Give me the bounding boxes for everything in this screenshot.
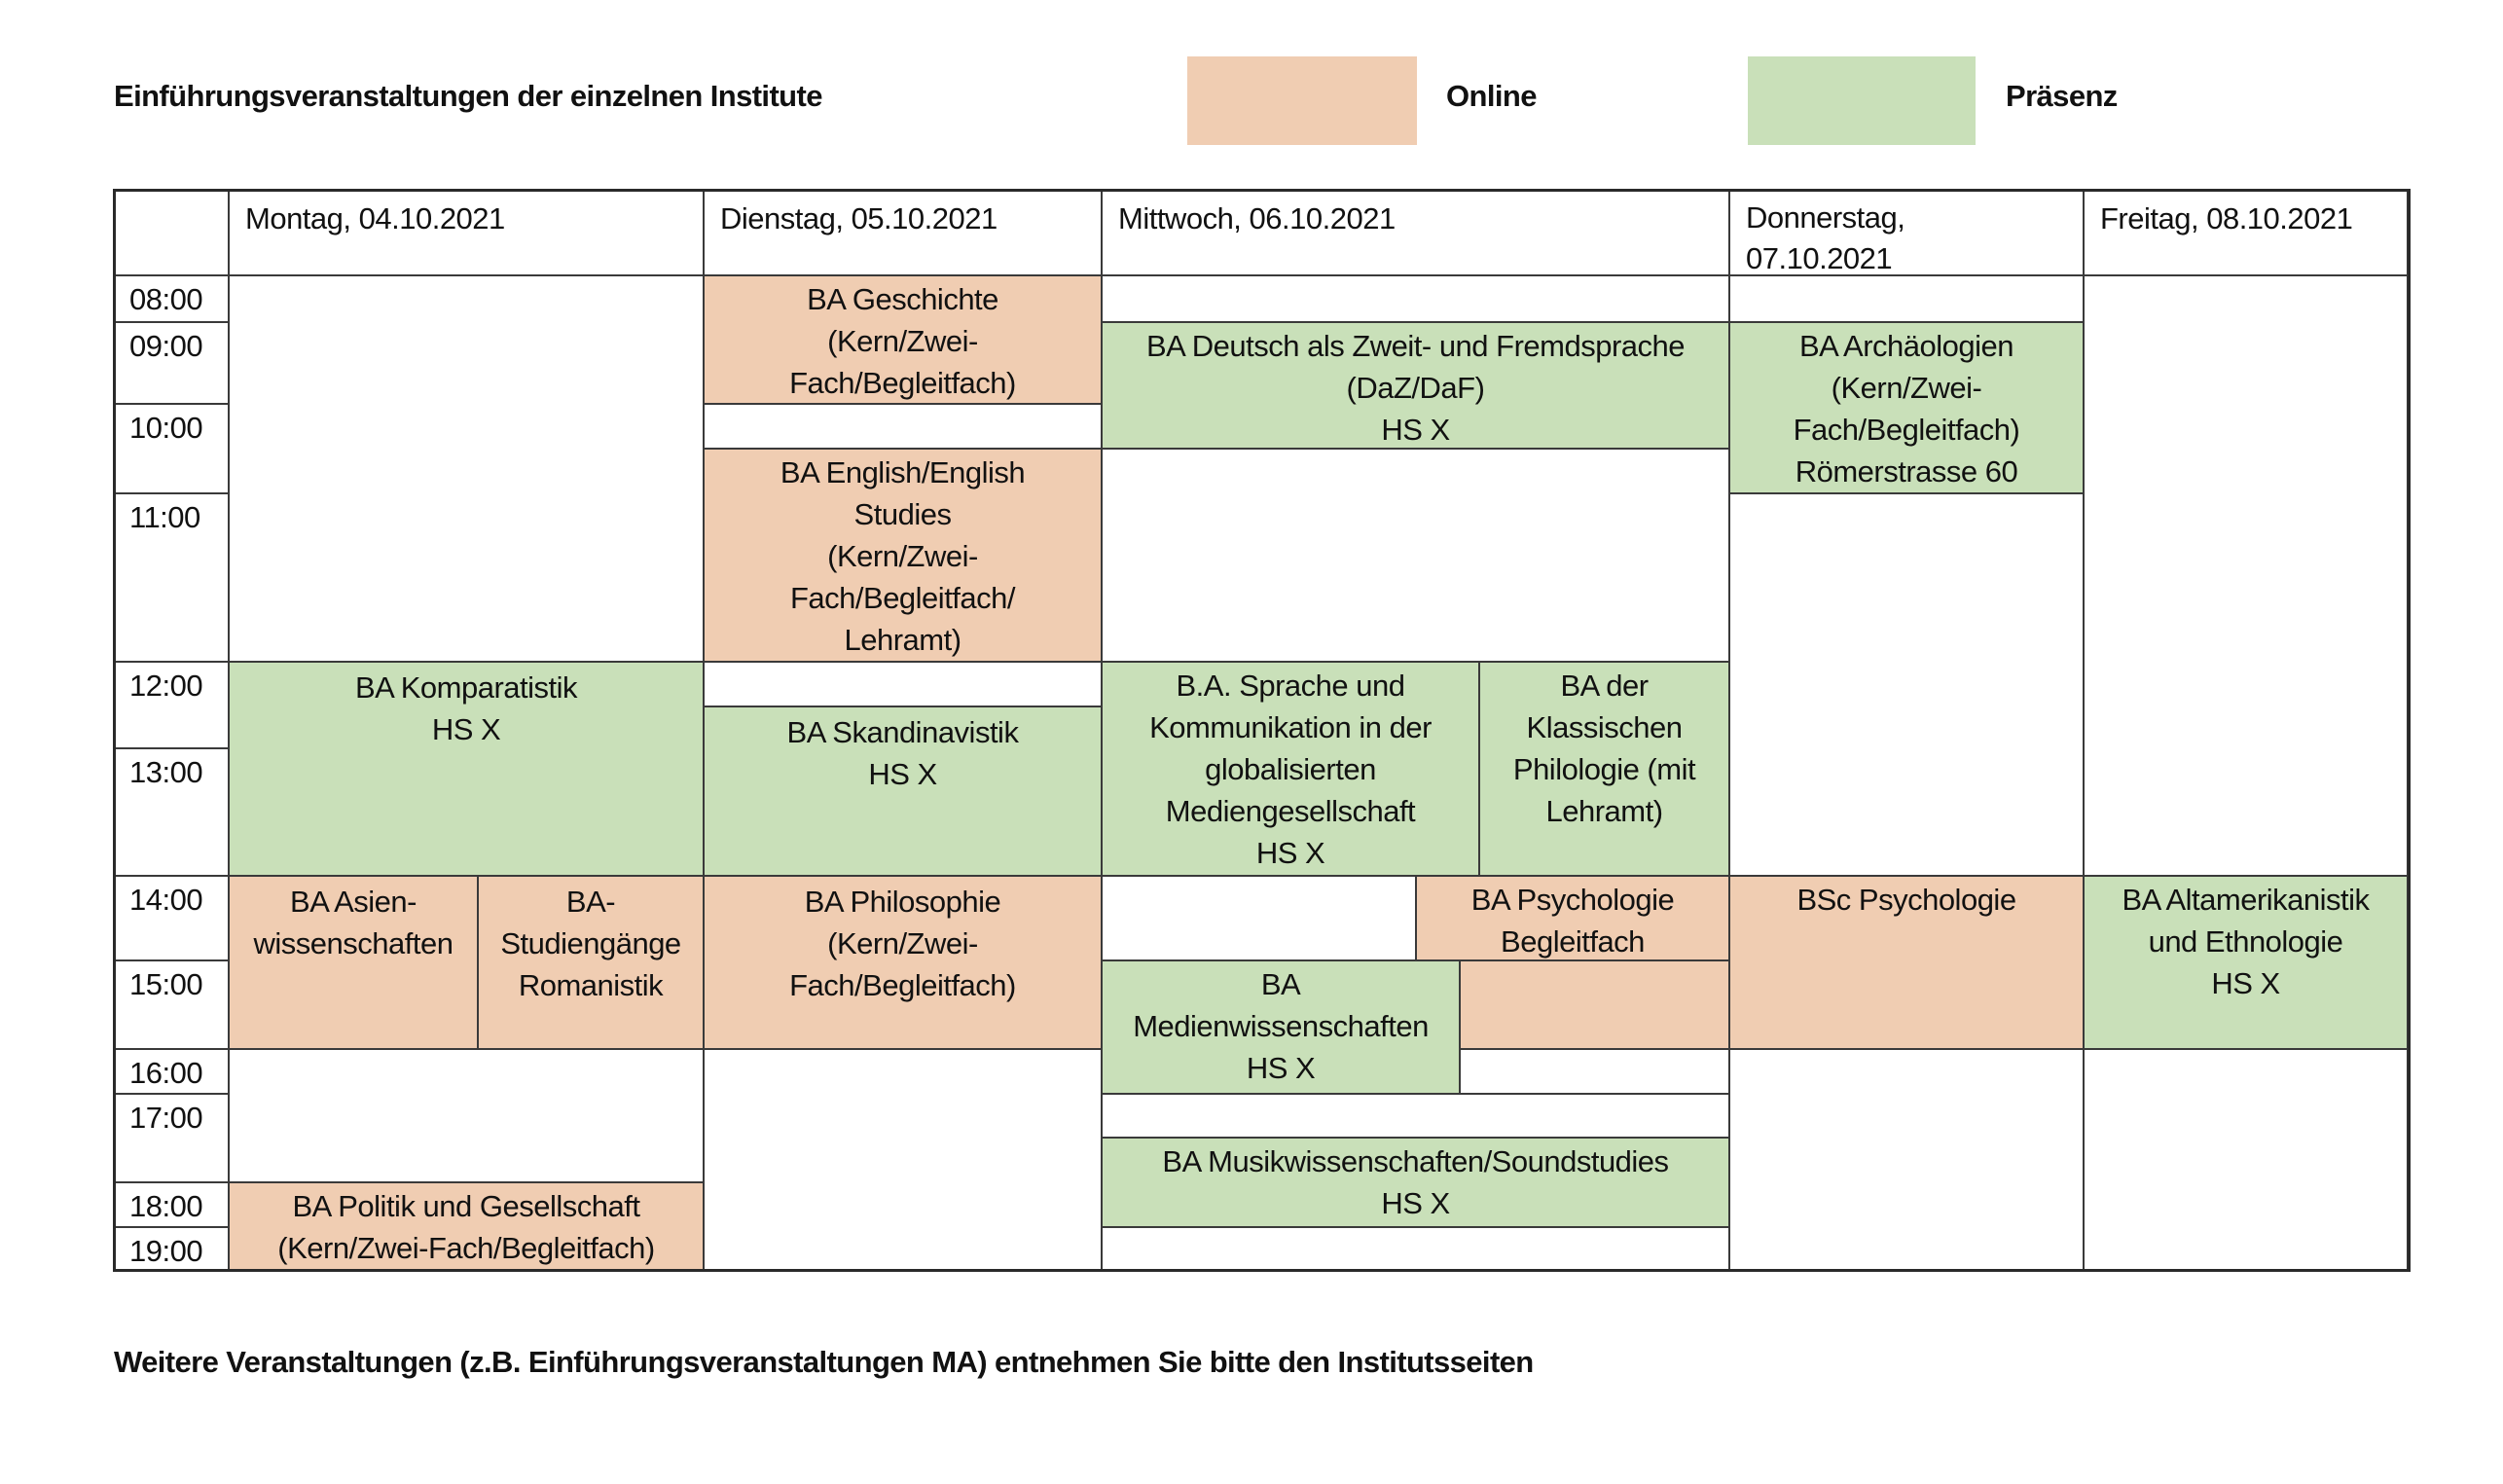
event-title: und Ethnologie xyxy=(2148,924,2343,959)
event-room: Römerstrasse 60 xyxy=(1795,454,2018,489)
time-label: 16:00 xyxy=(129,1056,203,1090)
event-title: BA Philosophie xyxy=(804,885,1001,919)
legend-online-label: Online xyxy=(1446,79,1537,113)
event-geschichte[interactable] xyxy=(703,274,1103,405)
event-title: Fach/Begleitfach) xyxy=(789,366,1016,400)
event-title: BA Politik und Gesellschaft xyxy=(292,1189,640,1223)
event-skandinavistik[interactable] xyxy=(703,706,1103,877)
event-room: HS X xyxy=(868,757,937,791)
event-title: (Kern/Zwei- xyxy=(1831,371,1982,405)
day-label: Montag, 04.10.2021 xyxy=(245,201,505,235)
event-title: BA English/English xyxy=(780,455,1026,489)
time-slot xyxy=(114,875,230,961)
event-title: Studies xyxy=(853,497,952,531)
event-medienwissenschaften[interactable] xyxy=(1101,959,1461,1095)
event-romanistik[interactable] xyxy=(477,875,705,1050)
event-asienwissenschaften[interactable] xyxy=(228,875,479,1050)
time-slot xyxy=(114,1226,230,1271)
empty-slot xyxy=(1101,274,1730,323)
event-title: Romanistik xyxy=(518,968,664,1002)
event-title: Fach/Begleitfach/ xyxy=(789,581,1016,615)
event-deutsch-daz-daf[interactable] xyxy=(1101,321,1730,450)
event-title: (DaZ/DaF) xyxy=(1346,371,1485,405)
time-label: 15:00 xyxy=(129,967,203,1001)
empty-slot xyxy=(1101,875,1417,961)
event-title: BA Geschichte xyxy=(807,282,998,316)
event-title: Lehramt) xyxy=(844,623,961,657)
empty-slot xyxy=(228,1048,705,1183)
event-title: Fach/Begleitfach) xyxy=(1793,413,2020,447)
time-slot xyxy=(114,747,230,877)
empty-slot xyxy=(703,403,1103,450)
event-musikwissenschaften[interactable] xyxy=(1101,1137,1730,1228)
empty-slot xyxy=(2083,1048,2409,1271)
empty-slot xyxy=(228,274,705,663)
event-title: BSc Psychologie xyxy=(1796,883,2016,917)
page-title: Einführungsveranstaltungen der einzelnen Institute xyxy=(114,79,822,113)
header-monday xyxy=(228,190,705,276)
event-politik-gesellschaft[interactable] xyxy=(228,1181,705,1271)
time-label: 18:00 xyxy=(129,1189,203,1223)
time-label: 17:00 xyxy=(129,1101,203,1135)
event-title: (Kern/Zwei- xyxy=(827,539,978,573)
empty-slot xyxy=(1728,492,2085,877)
event-title: wissenschaften xyxy=(253,926,453,960)
event-room: HS X xyxy=(1246,1051,1316,1085)
header-friday xyxy=(2083,190,2409,276)
event-title: BA Psychologie xyxy=(1470,883,1675,917)
event-room: HS X xyxy=(2211,966,2280,1000)
time-slot xyxy=(114,403,230,494)
time-label: 13:00 xyxy=(129,755,203,789)
time-slot xyxy=(114,1048,230,1095)
time-slot xyxy=(114,661,230,749)
event-komparatistik[interactable] xyxy=(228,661,705,877)
day-label-line2: 07.10.2021 xyxy=(1746,241,1893,275)
event-title: BA der xyxy=(1560,669,1649,703)
event-title: (Kern/Zwei- xyxy=(827,926,978,960)
event-title: B.A. Sprache und xyxy=(1176,669,1405,703)
time-label: 19:00 xyxy=(129,1234,203,1268)
event-english-studies[interactable] xyxy=(703,448,1103,663)
time-slot xyxy=(114,492,230,663)
time-label: 10:00 xyxy=(129,411,203,445)
event-archaeologien[interactable] xyxy=(1728,321,2085,494)
day-label: Freitag, 08.10.2021 xyxy=(2100,201,2353,235)
empty-slot xyxy=(2083,274,2409,877)
event-title: Studiengänge xyxy=(500,926,681,960)
header-tuesday xyxy=(703,190,1103,276)
event-title: globalisierten xyxy=(1205,752,1376,786)
event-altamerikanistik[interactable] xyxy=(2083,875,2409,1050)
event-title: Philologie (mit xyxy=(1512,752,1696,786)
time-label: 08:00 xyxy=(129,282,203,316)
time-label: 12:00 xyxy=(129,669,203,703)
event-room: HS X xyxy=(1381,413,1450,447)
time-label: 09:00 xyxy=(129,329,203,363)
day-label: Mittwoch, 06.10.2021 xyxy=(1118,201,1396,235)
header-corner xyxy=(114,190,230,276)
event-sprache-kommunikation[interactable] xyxy=(1101,661,1480,877)
event-title: (Kern/Zwei-Fach/Begleitfach) xyxy=(277,1231,655,1265)
event-title: Kommunikation in der xyxy=(1149,710,1432,744)
time-slot xyxy=(114,274,230,323)
empty-slot xyxy=(1101,448,1730,663)
time-slot xyxy=(114,321,230,405)
empty-slot xyxy=(1728,274,2085,323)
footer-note: Weitere Veranstaltungen (z.B. Einführungsveranstaltungen MA) entnehmen Sie bitte den Institutsseiten xyxy=(114,1345,1534,1379)
event-title: BA Musikwissenschaften/Soundstudies xyxy=(1162,1144,1669,1178)
empty-slot xyxy=(1459,1048,1730,1095)
empty-slot xyxy=(1728,1048,2085,1271)
event-title: Mediengesellschaft xyxy=(1165,794,1416,828)
event-title: BA- xyxy=(565,885,616,919)
day-label: Dienstag, 05.10.2021 xyxy=(720,201,998,235)
legend-praesenz-label: Präsenz xyxy=(2006,79,2118,113)
event-klassische-philologie[interactable] xyxy=(1478,661,1730,877)
event-title: BA Asien- xyxy=(290,885,417,919)
event-room: HS X xyxy=(1255,836,1325,870)
event-title: (Kern/Zwei- xyxy=(827,324,978,358)
empty-slot xyxy=(703,1048,1103,1271)
event-title: BA Altamerikanistik xyxy=(2122,883,2370,917)
event-title: Fach/Begleitfach) xyxy=(789,968,1016,1002)
event-title: Medienwissenschaften xyxy=(1133,1009,1429,1043)
legend-online-swatch xyxy=(1187,56,1417,145)
event-title: BA xyxy=(1260,967,1301,1001)
time-slot xyxy=(114,959,230,1050)
empty-slot xyxy=(1101,1226,1730,1271)
event-title: Begleitfach xyxy=(1501,924,1645,959)
empty-slot xyxy=(703,661,1103,707)
time-label: 11:00 xyxy=(129,500,200,534)
event-psychologie-ba[interactable] xyxy=(1415,875,1730,961)
header-thursday xyxy=(1728,190,2085,276)
event-title: BA Skandinavistik xyxy=(786,715,1019,749)
legend-praesenz-swatch xyxy=(1748,56,1976,145)
event-room: HS X xyxy=(431,712,501,746)
event-philosophie[interactable] xyxy=(703,875,1103,1050)
time-slot xyxy=(114,1093,230,1183)
event-title: Klassischen xyxy=(1526,710,1683,744)
time-label: 14:00 xyxy=(129,883,203,917)
event-title: BA Komparatistik xyxy=(354,670,578,705)
event-psychologie-ba-continued xyxy=(1459,959,1730,1050)
event-room: HS X xyxy=(1381,1186,1450,1220)
event-title: Lehramt) xyxy=(1545,794,1663,828)
event-title: BA Deutsch als Zweit- und Fremdsprache xyxy=(1145,329,1686,363)
event-psychologie-bsc[interactable] xyxy=(1728,875,2085,1050)
empty-slot xyxy=(1101,1093,1730,1139)
day-label-line1: Donnerstag, xyxy=(1746,200,1905,235)
time-slot xyxy=(114,1181,230,1228)
header-wednesday xyxy=(1101,190,1730,276)
event-title: BA Archäologien xyxy=(1798,329,2013,363)
